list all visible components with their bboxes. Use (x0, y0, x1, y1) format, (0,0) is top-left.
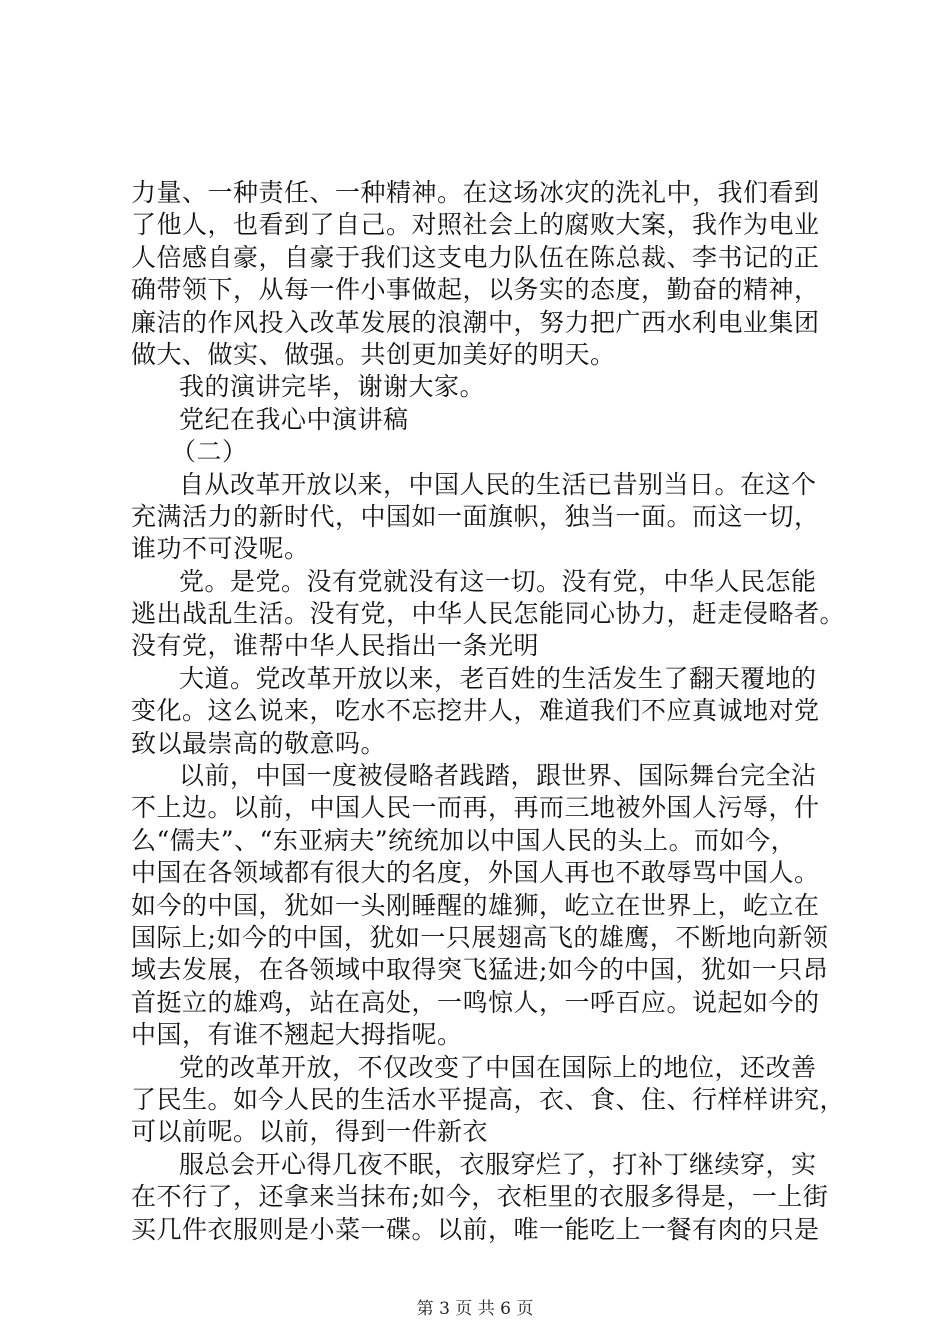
text-line: 么“儒夫”、“东亚病夫”统统加以中国人民的头上。而如今， (131, 825, 797, 855)
text-line: 谁功不可没呢。 (131, 534, 310, 564)
text-line: 首挺立的雄鸡，站在高处，一鸣惊人，一呼百应。说起如今的 (131, 987, 820, 1017)
body-text (131, 177, 846, 1246)
text-line: 中国，有谁不翘起大拇指呢。 (131, 1020, 463, 1050)
text-line: 自从改革开放以来，中国人民的生活已昔别当日。在这个 (179, 469, 817, 499)
text-line: 以前，中国一度被侵略者践踏，跟世界、国际舞台完全沾 (179, 761, 817, 791)
text-line: 在不行了，还拿来当抹布;如今，衣柜里的衣服多得是，一上街 (131, 1182, 829, 1212)
text-line: 了民生。如今人民的生活水平提高，衣、食、住、行样样讲究， (131, 1084, 846, 1114)
text-line: 大道。党改革开放以来，老百姓的生活发生了翻天覆地的 (179, 663, 817, 693)
text-line: 国际上;如今的中国，犹如一只展翅高飞的雄鹰，不断地向新领 (131, 922, 829, 952)
text-line: （二） (171, 437, 248, 467)
text-line: 了他人，也看到了自己。对照社会上的腐败大案，我作为电业 (131, 210, 820, 240)
text-line: 可以前呢。以前，得到一件新衣 (131, 1117, 489, 1147)
text-line: 力量、一种责任、一种精神。在这场冰灾的洗礼中，我们看到 (131, 178, 820, 207)
text-line: 如今的中国，犹如一头刚睡醒的雄狮，屹立在世界上，屹立在 (131, 890, 820, 920)
text-line: 充满活力的新时代，中国如一面旗帜，独当一面。而这一切， (131, 501, 820, 531)
text-line: 中国在各领域都有很大的名度，外国人再也不敢辱骂中国人。 (131, 858, 820, 888)
text-line: 确带领下，从每一件小事做起，以务实的态度，勤奋的精神， (131, 275, 820, 305)
text-line: 我的演讲完毕，谢谢大家。 (179, 372, 486, 402)
text-line: 做大、做实、做强。共创更加美好的明天。 (131, 339, 616, 369)
text-line: 党。是党。没有党就没有这一切。没有党，中华人民怎能 (179, 566, 817, 596)
text-line: 买几件衣服则是小菜一碟。以前，唯一能吃上一餐有肉的只是 (131, 1214, 820, 1244)
text-line: 廉洁的作风投入改革发展的浪潮中，努力把广西水利电业集团 (131, 307, 820, 337)
text-line: 党纪在我心中演讲稿 (179, 404, 409, 434)
text-line: 变化。这么说来，吃水不忘挖井人，难道我们不应真诚地对党 (131, 696, 820, 726)
page-footer: 第 3 页 共 6 页 (416, 1299, 534, 1319)
text-line: 没有党，谁帮中华人民指出一条光明 (131, 631, 540, 661)
text-line: 致以最崇高的敬意吗。 (131, 728, 387, 758)
text-line: 域去发展，在各领域中取得突飞猛进;如今的中国，犹如一只昂 (131, 955, 829, 985)
text-line: 人倍感自豪，自豪于我们这支电力队伍在陈总裁、李书记的正 (131, 242, 820, 272)
text-line: 服总会开心得几夜不眠，衣服穿烂了，打补丁继续穿，实 (179, 1149, 817, 1179)
text-line: 党的改革开放，不仅改变了中国在国际上的地位，还改善 (179, 1052, 817, 1082)
text-line: 不上边。以前，中国人民一而再，再而三地被外国人污辱，什 (131, 793, 820, 823)
text-line: 逃出战乱生活。没有党，中华人民怎能同心协力，赶走侵略者。 (131, 599, 846, 629)
